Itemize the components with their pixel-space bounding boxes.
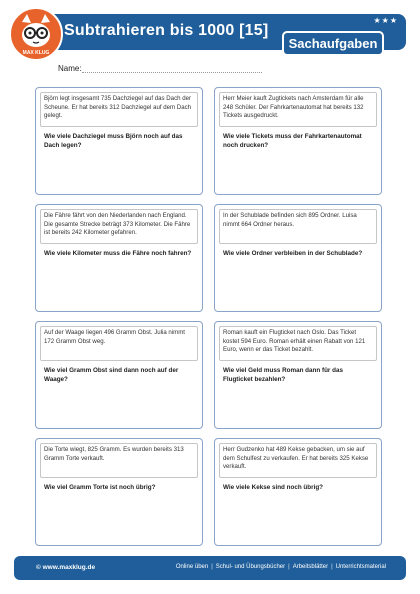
task-question: Wie viel Geld muss Roman dann für das Flugticket bezahlen? <box>223 367 343 384</box>
task-question: Wie viele Kilometer muss die Fähre noch fahren? <box>44 250 192 257</box>
task-question: Wie viele Tickets muss der Fahrkartenautomat noch drucken? <box>223 133 362 150</box>
subject-badge: Sachaufgaben <box>282 31 384 56</box>
name-label: Name: <box>58 64 82 73</box>
task-card <box>214 87 382 195</box>
task-text: In der Schublade befinden sich 895 Ordner. Luisa nimmt 664 Ordner heraus. <box>219 209 377 244</box>
task-question: Wie viel Gramm Torte ist noch übrig? <box>44 484 156 491</box>
task-card <box>214 204 382 312</box>
task-question: Wie viele Kekse sind noch übrig? <box>223 484 324 491</box>
task-text: Björn legt insgesamt 735 Dachziegel auf das Dach der Scheune. Er hat bereits 312 Dachziegel auf dem Dach gelegt. <box>40 92 198 127</box>
footer-link-worksheets[interactable]: Arbeitsblätter <box>292 564 329 570</box>
footer-bar <box>14 556 406 580</box>
task-text: Die Torte wiegt, 825 Gramm. Es wurden bereits 313 Gramm Torte verkauft. <box>40 443 198 478</box>
footer-link-online[interactable]: Online üben <box>175 564 209 570</box>
footer-link-books[interactable]: Schul- und Übungsbücher <box>215 564 286 570</box>
footer-links: Online üben | Schul- und Übungsbücher | Arbeitsblätter | Unterrichtsmaterial <box>175 564 386 570</box>
logo-text: MAX KLUG <box>22 50 50 56</box>
task-question: Wie viel Gramm Obst sind dann noch auf der Waage? <box>44 367 179 384</box>
task-text: Herr Meier kauft Zugtickets nach Amsterdam für alle 248 Schüler. Der Fahrkartenautomat hat bereits 132 Tickets ausgedruckt. <box>219 92 377 127</box>
task-card <box>35 321 203 429</box>
name-field-line <box>82 72 262 73</box>
task-text: Die Fähre fährt von den Niederlanden nach England. Die gesamte Strecke beträgt 373 Kilometer. Die Fähre ist bereits 242 Kilometer gefahren. <box>40 209 198 244</box>
task-text: Herr Gudzenko hat 489 Kekse gebacken, um sie auf dem Schulfest zu verkaufen. Er hat bereits 325 Kekse verkauft. <box>219 443 377 478</box>
footer-copyright: © www.maxklug.de <box>36 564 96 571</box>
task-card <box>214 321 382 429</box>
task-card <box>35 204 203 312</box>
task-card <box>214 438 382 546</box>
task-question: Wie viele Dachziegel muss Björn noch auf das Dach legen? <box>44 133 183 150</box>
page-title: Subtrahieren bis 1000 [15] <box>64 22 269 39</box>
task-question: Wie viele Ordner verbleiben in der Schublade? <box>223 250 363 257</box>
task-card <box>35 438 203 546</box>
task-card <box>35 87 203 195</box>
footer-link-material[interactable]: Unterrichtsmaterial <box>335 564 386 570</box>
task-text: Roman kauft ein Flugticket nach Oslo. Das Ticket kostet 594 Euro. Roman erhält einen Rabatt von 121 Euro, wenn er das Ticket bezahlt. <box>219 326 377 361</box>
difficulty-stars: ★★★ <box>373 16 398 25</box>
task-text: Auf der Waage liegen 496 Gramm Obst. Julia nimmt 172 Gramm Obst weg. <box>40 326 198 361</box>
